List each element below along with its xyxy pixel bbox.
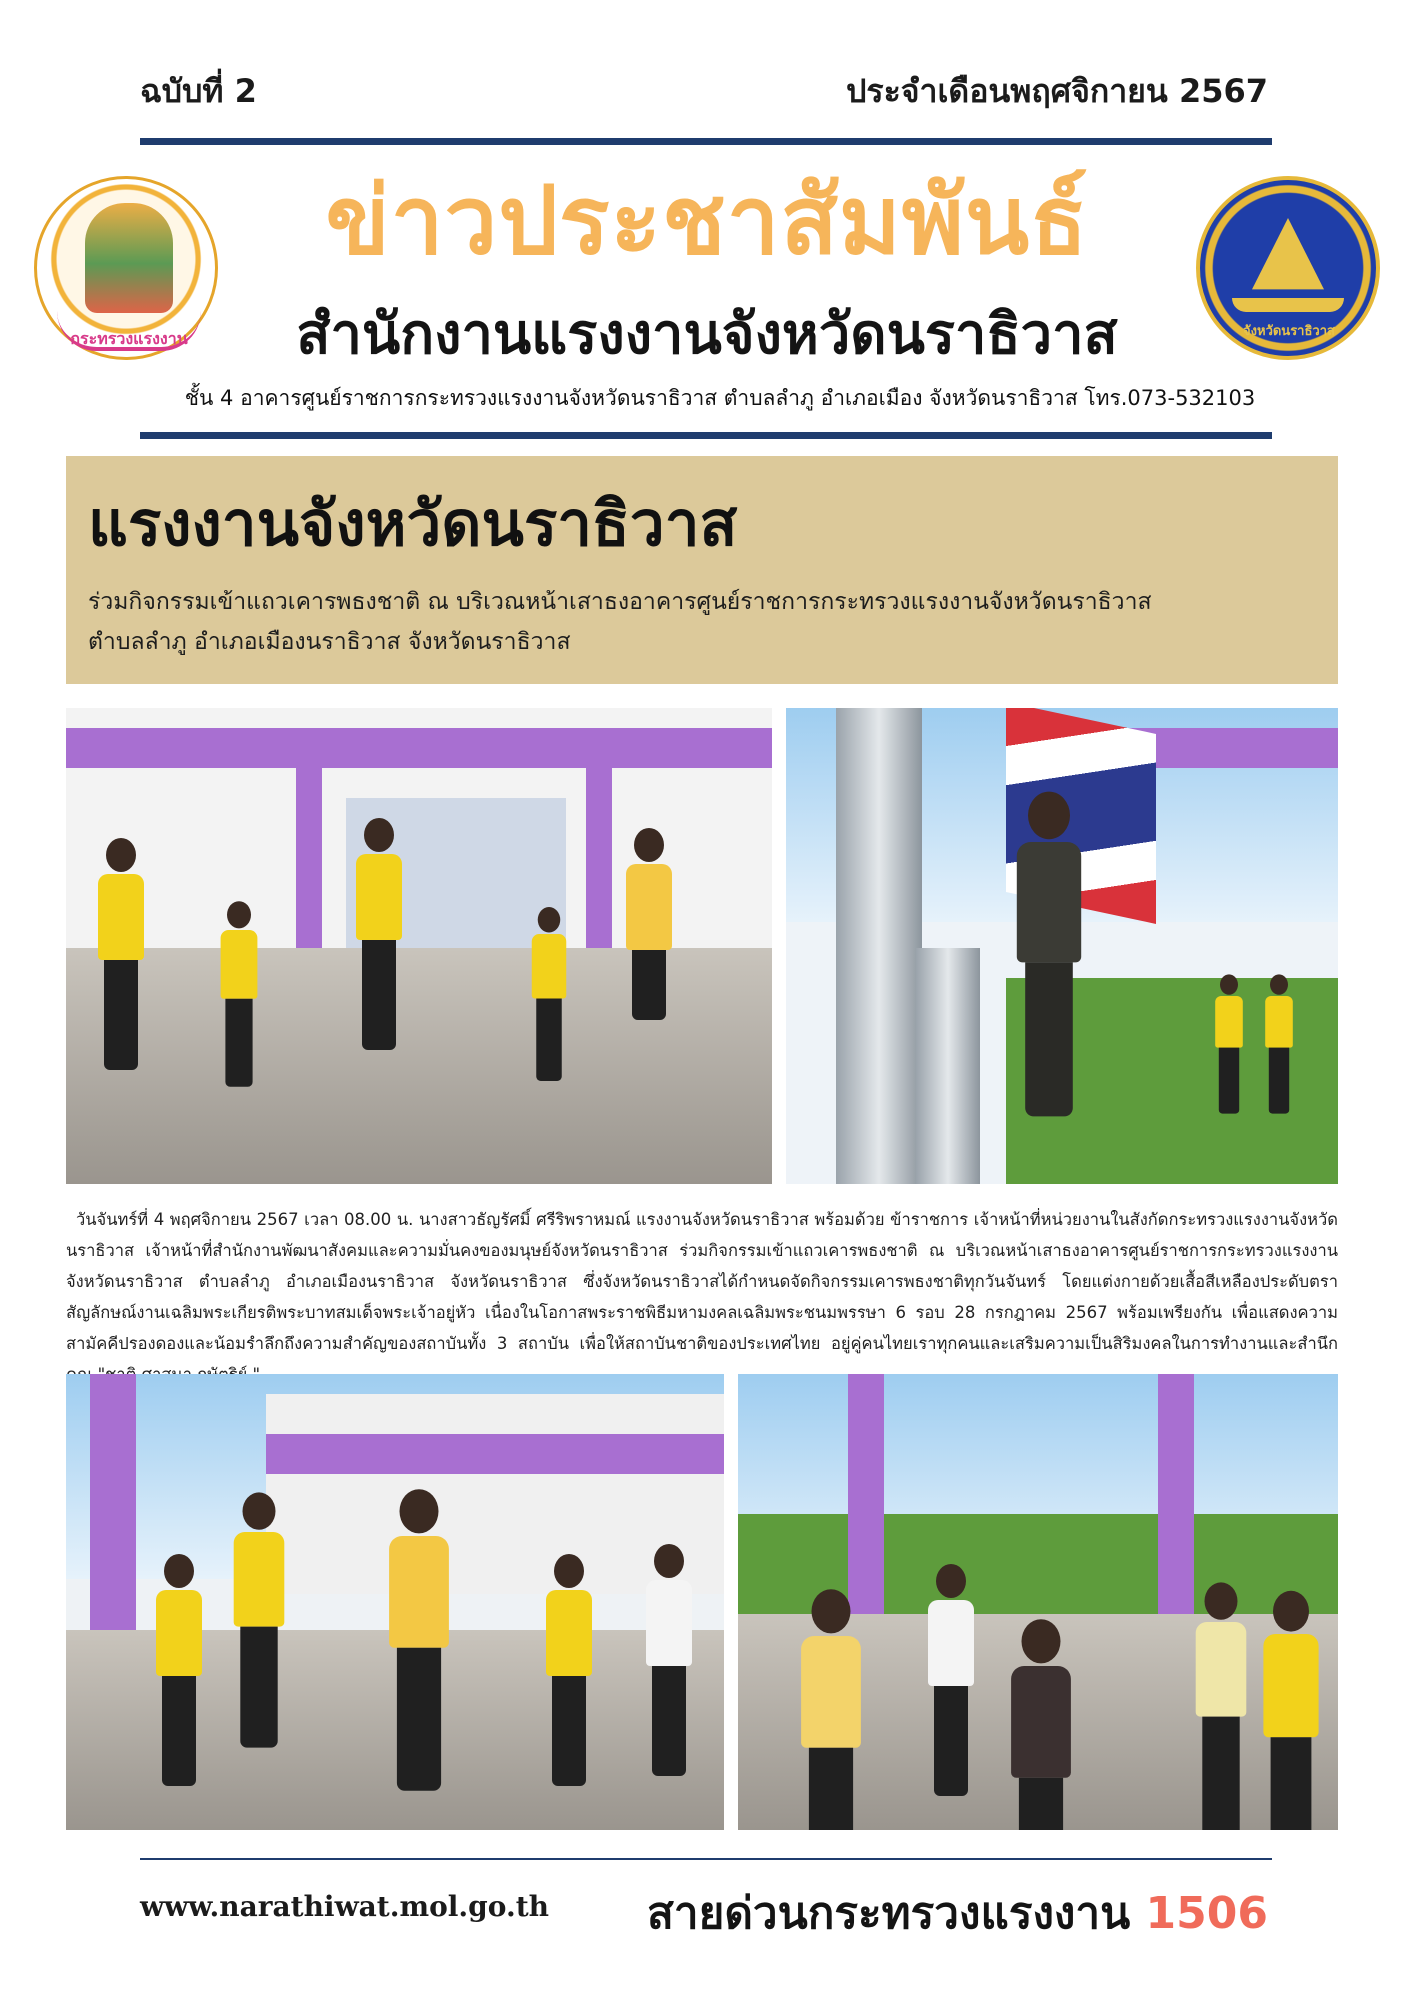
article-paragraph: วันจันทร์ที่ 4 พฤศจิกายน 2567 เวลา 08.00 น. นางสาวธัญรัศมิ์ ศรีริพราหมณ์ แรงงานจังหวัดนราธิวาส พร้อมด้วย ข้าราชการ เจ้าหน้าที่หน่วยงานในสังกัดกระทรวงแรงงานจังหวัดนราธิวาส เจ้าหน้าที่สำนักงานพัฒนาสังคมและความมั่นคงของมนุษย์จังหวัดนราธิวาส ร่วมกิจกรรมเข้าแถวเคารพธงชาติ ณ บริเวณหน้าเสาธงอาคารศูนย์ราชการกระทรวงแรงงานจังหวัดนราธิวาส ตำบลลำภู อำเภอเมืองนราธิวาส จังหวัดนราธิวาส ซึ่งจังหวัดนราธิวาสได้กำหนดจัดกิจกรรมเคารพธงชาติทุกวันจันทร์ โดยแต่งกายด้วยเสื้อสีเหลืองประดับตราสัญลักษณ์งานเฉลิมพระเกียรติพระบาทสมเด็จพระเจ้าอยู่หัว เนื่องในโอกาสพระราชพิธีมหามงคลเฉลิมพระชนมพรรษา 6 รอบ 28 กรกฎาคม 2567 พร้อมเพรียงกัน เพื่อแสดงความสามัคคีปรองดองและน้อมรำลึกถึงความสำคัญของสถาบันทั้ง 3 สถาบัน เพื่อให้สถาบันชาติของประเทศไทย อยู่คู่คนไทยเราทุกคนและเสริมความเป็นสิริมงคลในการทำงานและสำนึก <box>66 1210 1338 1353</box>
top-rule <box>140 138 1272 145</box>
sailboat-icon <box>1252 218 1324 302</box>
headline-title: แรงงานจังหวัดนราธิวาส <box>88 487 738 560</box>
narathiwat-province-seal <box>1196 176 1380 360</box>
issue-number: ฉบับที่ 2 <box>140 72 257 110</box>
newsletter-title: ข่าวประชาสัมพันธ์ <box>325 167 1089 276</box>
headline-line-2: ตำบลลำภู อำเภอเมืองนราธิวาส จังหวัดนราธิวาส <box>88 629 571 655</box>
office-name: สำนักงานแรงงานจังหวัดนราธิวาส <box>296 302 1118 367</box>
header-bottom-rule <box>140 432 1272 439</box>
headline-description <box>88 582 1328 662</box>
headline-line-1: ร่วมกิจกรรมเข้าแถวเคารพธงชาติ ณ บริเวณหน้าเสาธงอาคารศูนย์ราชการกระทรวงแรงงานจังหวัดนราธิวาส <box>88 589 1152 615</box>
photo-staff-facing-flag <box>738 1374 1338 1830</box>
photo-staff-lineup-front <box>66 708 772 1184</box>
hotline <box>647 1878 1268 1948</box>
issue-month: ประจำเดือนพฤศจิกายน 2567 <box>846 72 1268 110</box>
article-body <box>66 1204 1338 1390</box>
hotline-label: สายด่วนกระทรวงแรงงาน <box>647 1888 1131 1939</box>
office-address: ชั้น 4 อาคารศูนย์ราชการกระทรวงแรงงานจังหวัดนราธิวาส ตำบลลำภู อำเภอเมือง จังหวัดนราธิวาส โทร.073-532103 <box>184 386 1256 410</box>
photo-staff-lineup-side <box>66 1374 724 1830</box>
deity-emblem-icon <box>85 203 173 313</box>
ministry-of-labour-logo <box>34 176 218 360</box>
boat-hull <box>1232 298 1344 312</box>
logo-left-text: กระทรวงแรงงาน <box>70 329 188 348</box>
hotline-number: 1506 <box>1145 1888 1268 1939</box>
website-link[interactable]: www.narathiwat.mol.go.th <box>140 1890 549 1923</box>
footer-rule <box>140 1858 1272 1860</box>
photo-flag-raising <box>786 708 1338 1184</box>
logo-right-text: จังหวัดนราธิวาส <box>1243 324 1335 339</box>
